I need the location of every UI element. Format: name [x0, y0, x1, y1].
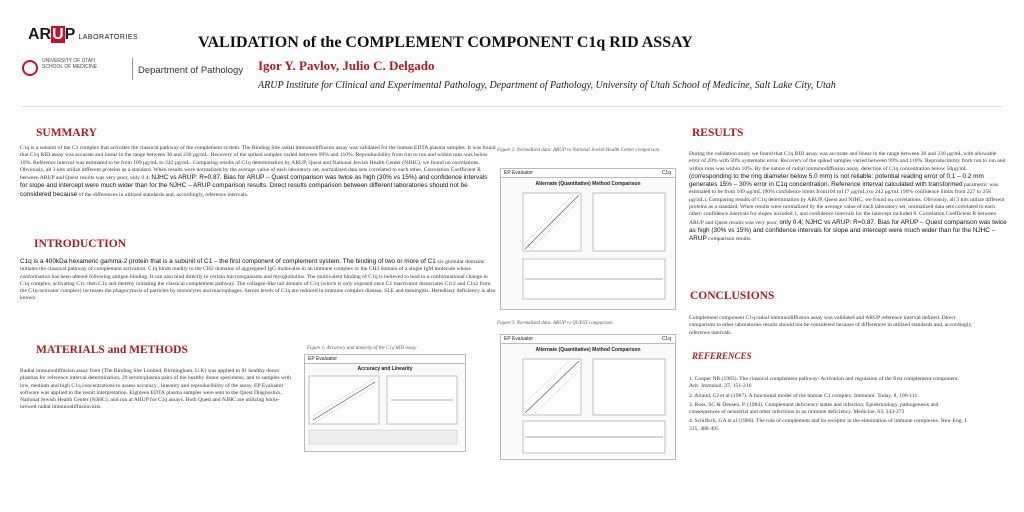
reference-item: 1. Cooper NR (1985). The classical complement pathway: Activation and regulation of the first complement component. Adv. Immunol. 37, 151-216 — [689, 376, 959, 390]
reference-item: 4. Schifferli, GA et al (1986). The role of complement and its receptor in the elimination of immune complexes. New Eng. J. 315, 488-495 — [689, 418, 968, 432]
summary-heading: SUMMARY — [36, 127, 97, 139]
figure3-stats-panel — [593, 359, 665, 415]
figure3-toolbar — [501, 335, 675, 344]
poster-title: VALIDATION of the COMPLEMENT COMPONENT C1q RID ASSAY — [198, 34, 693, 51]
department-label: Department of Pathology — [138, 65, 244, 76]
logo-divider — [132, 58, 133, 80]
university-seal-icon — [22, 60, 38, 76]
results-text — [689, 151, 1007, 283]
arup-labs-text: LABORATORIES — [78, 34, 139, 41]
summary-body-end: of the differences in utilized standards and, accordingly, reference intervals. — [78, 191, 249, 198]
introduction-body: six globular domains initiates the classical pathway of complement activation. C1q binds readily to the CH2 domains of aggregated IgG molecules in an immune complex or the CH3 domain of a single IgM molecule whose conformation has been altered following antigen binding. It can also bind directly to certain microorganisms and myoglobulins. The multivalent binding of C1q is believed to lead to a conformational change in C1q complex, activating C1r, then C1s and thereby initiating the classical complement pathway. The collagen-like tail domain of C1q (which is only exposed once C1 inactivator dissociates C1r2 and C1s2 from the C1q-activator complex) increases the phagocytosis of particles by monocytes and macrophages. Serum levels of C1q are reduced in immune complex disease, SLE and meningitis. Hereditary deficiency is also known — [20, 259, 496, 302]
figure2-code: C1q — [661, 170, 671, 176]
uofu-logo — [42, 58, 128, 70]
figure3-caption: Figure 3. Normalized data: ARUP vs QUEST comparison — [497, 321, 613, 326]
reference-item: 3. Ross, SC & Densen, P. (1984). Complement deficiency states and infection: Epidemiology, pathogenesis and consequences of neisserial and other infections in an immune deficiency. Medicine, 63, 243-273 — [689, 401, 939, 416]
summary-body-large: NJHC vs ARUP: R=0.87. Bias for ARUP – Quest comparison was twice as high (30% vs 15%) and confidence intervals for slope and intercept were much wider than for the NJHC – ARUP comparison results. Direct results comparison between different laboratories should not be considered because — [20, 174, 488, 198]
arup-logo-right: P — [64, 26, 76, 43]
conclusions-heading: CONCLUSIONS — [690, 290, 775, 302]
poster-authors: Igor Y. Pavlov, Julio C. Delgado — [258, 58, 435, 73]
results-body-large-2: only 0.4; NJHC vs ARUP: R=0.87. Bias for ARUP – Quest comparison was twice as high (30% vs 15%) and confidence intervals for slope and intercept were much wider than for the NJHC – ARUP — [689, 218, 1007, 243]
methods-heading: MATERIALS and METHODS — [36, 344, 188, 356]
results-body-3: comparison results. — [708, 236, 752, 243]
figure1-tag: EP Evaluator — [308, 356, 338, 362]
introduction-heading: INTRODUCTION — [34, 238, 127, 250]
figure1-chart — [304, 354, 466, 452]
results-body-1: During the validation study we found that C1q RID assay was accurate and linear in the range between 30 and 230 μg/mL with allowable error of 20% with 50% systematic error. Recovery of the spiked samples varied between 99% and 110%. Reproducibility from run to run and within runs was within 10%. By the nature of radial immunodiffusion assay, detection of C1q concentration below 50μg/mL — [689, 151, 1006, 172]
header-divider — [22, 106, 1002, 107]
uofu-line1: UNIVERSITY OF UTAH — [42, 58, 95, 64]
figure3-code: C1q — [661, 336, 671, 342]
figure2-chart — [500, 168, 676, 310]
figure3-tag: EP Evaluator — [504, 336, 534, 342]
arup-logo-mid: U — [52, 26, 64, 43]
conclusions-text: Complement component C1q radial immunodiffusion assay was validated and ARUP reference interval defined. Direct comparison to other laboratories results should not be considered because of differences in utilized standards and, accordingly, reference intervals. — [689, 315, 973, 336]
results-body-large-1: (corresponding to the ring diameter below 5.0 mm) is not reliable: potential reading error of 0.1 – 0.2 mm generates 15% – 30% error in C1q concentration. Reference interval calculated with transformed — [689, 172, 984, 189]
figure2-title: Alternate (Quantitative) Method Comparison — [535, 181, 641, 187]
figure1-plot — [305, 372, 463, 448]
figure2-toolbar — [501, 169, 675, 178]
references-heading: REFERENCES — [692, 351, 752, 361]
uofu-line2: SCHOOL OF MEDICINE — [42, 64, 98, 70]
arup-logo-left: AR — [28, 26, 52, 43]
figure2-plot — [501, 187, 673, 307]
introduction-text — [20, 258, 496, 324]
figure1-stats-box — [309, 430, 457, 444]
figure3-plot — [501, 353, 673, 457]
summary-text — [20, 145, 496, 227]
figure1-panel-left — [309, 376, 379, 424]
figure1-caption: Figure 1. Accuracy and linearity of the C1q RID assay — [307, 346, 417, 351]
summary-body: C1q is a subunit of the C1 complex that activates the classical pathway of the complement system. The Binding Site radial immunodiffusion assay was validated for the human EDTA plasma samples. It was found that C1q RID assay was accurate and linear in the range between 30 and 230 μg/mL. Recovery of the spiked samples varied between 99% and 110%. Reproducibility from run to run and within runs was below 10%. Reference interval was estimated to be from 109 μg/mL to 242 μg/mL. Comparing results of C1q determination by ARUP, Quest and National Jewish Health Center (NJHC), we found no correlations. Obviously, all 3 kits utilize different proteins as a standard. When results were normalized by the average value of each laboratory set, normalized data sets correlated to each other. Correlation Coefficient R between ARUP and Quest results was very poor, only 0.4; — [20, 145, 496, 182]
figure3-title: Alternate (Quantitative) Method Comparison — [535, 347, 641, 353]
reference-item: 2. Arlaud, GJ et al (1987). A functional model of the human C1 complex. Immunol. Today, 8, 106-111. — [689, 392, 919, 399]
figure2-caption: Figure 2. Normalized data: ARUP vs National Jewish Health Center comparison — [497, 148, 660, 153]
results-body-2: parametric was estimated to be from 109 μg/mL (90% confidence limits from104 to117 μg/mL) to 242 μg/mL (90% confidence limits from 227 to 258 μg/mL). Comparing results of C1q determination by ARUP, Quest and NJHC, we found no correlations. Obviously, all 3 kits utilize different proteins as a standard. When results were normalized by the average value of each laboratory set, normalized data sets correlated to each other: confidence intervals for slopes included 1, and confidence intervals for the intercept included 0. Correlation Coefficient R between ARUP and Quest results was very poor, — [689, 182, 1005, 226]
results-heading: RESULTS — [692, 127, 744, 139]
references-list — [689, 376, 969, 484]
figure2-tag: EP Evaluator — [504, 170, 534, 176]
figure1-title: Accuracy and Linearity — [357, 366, 413, 372]
methods-text: Radial immunodiffusion assay from (The Binding Site Limited, Birmingham, U.K) was applied to 81 healthy donor plasmas for reference interval determination, 29 serum/plasma pairs of the healthy donor specimens, and to samples with low, medium and high C1q concentrations to assess accuracy , linearity and reproducibility of the assay. EP Evaluator software was applied to the result interpretation. Eighteen EDTA plasma samples were sent to the Quest Diagnostics, National Jewish Health Center (NJHC), and run at ARUP for C1q assays. Both Quest and NJHC are utilizing home-brewed radial immunodiffusion kits. — [20, 368, 291, 411]
arup-logo — [28, 26, 138, 44]
introduction-body-large: C1q is a 400kDa hexameric gamma-2 protein that is a subunit of C1 – the first component of complement system. The binding of two or more of C1 — [20, 258, 436, 265]
figure3-chart — [500, 334, 676, 460]
figure2-stats-panel — [593, 193, 665, 251]
figure1-toolbar — [305, 355, 465, 364]
poster-affiliation: ARUP Institute for Clinical and Experimental Pathology, Department of Pathology, University of Utah School of Medicine, Salt Lake City, Utah — [258, 80, 836, 91]
